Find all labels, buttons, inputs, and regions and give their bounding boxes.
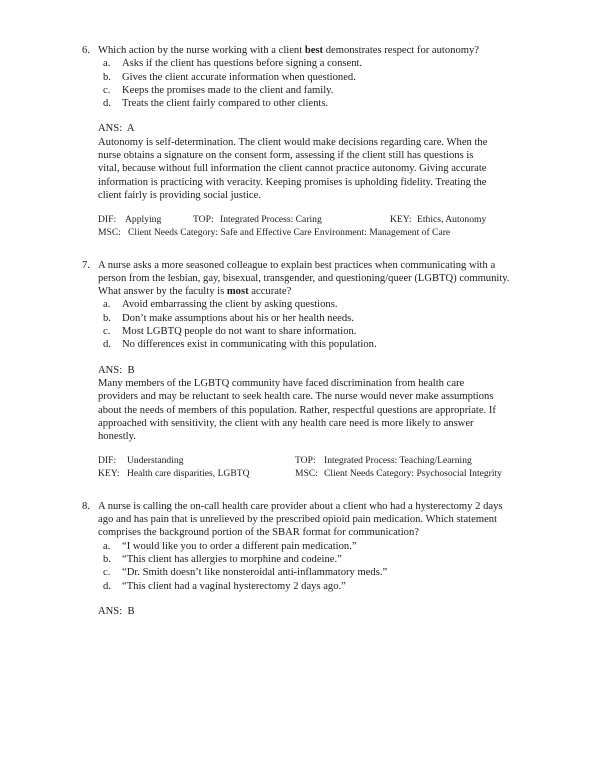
option-letter: c.: [103, 326, 111, 338]
answer-value: A: [126, 123, 135, 135]
option-letter: d.: [103, 580, 111, 592]
answer-value: B: [127, 605, 135, 617]
metadata-value: Integrated Process: Caring: [220, 214, 322, 226]
answer-line: [98, 364, 512, 377]
option-text: Keeps the promises made to the client and family.: [122, 84, 334, 96]
metadata-cell-msc: [295, 468, 502, 480]
option-letter: b.: [103, 312, 111, 324]
metadata-value: Understanding: [127, 455, 184, 467]
answer-section-7: [82, 364, 512, 444]
metadata-value: Applying: [125, 214, 162, 226]
metadata-cell-key: [98, 468, 295, 480]
stem-emphasis: best: [304, 45, 324, 56]
question-stem-text-8: A nurse is calling the on-call health care provider about a client who had a hysterectomy 2 days ago and has pain that is unrelieved by the prescribed opioid pain medication. Which statement comprises the background portion of the SBAR format for communication?: [98, 500, 503, 539]
question-stem-6: [82, 44, 512, 57]
option-text: Most LGBTQ people do not want to share information.: [122, 326, 357, 338]
metadata-row: [98, 214, 512, 226]
metadata-key: TOP:: [193, 214, 214, 226]
metadata-key: KEY:: [98, 467, 120, 479]
question-stem-8: [82, 500, 512, 540]
answer-line: [98, 605, 512, 618]
option-row[interactable]: [103, 338, 512, 351]
metadata-value: Health care disparities, LGBTQ: [127, 467, 250, 479]
option-text: No differences exist in communicating with this population.: [122, 339, 377, 351]
question-stem-text-7: [98, 259, 512, 299]
answer-options-8: [82, 540, 512, 593]
metadata-cell-msc: [98, 227, 450, 239]
rationale-text: Autonomy is self-determination. The client would make decisions regarding care. When the nurse obtains a signature on the consent form, assessing if the client still has questions is vital, because without full information the client cannot practice autonomy. Giving accurate information is practicing with veracity. Keeping promises is upholding fidelity. Treating the client fairly is providing social justice.: [98, 136, 488, 201]
option-text: Avoid embarrassing the client by asking questions.: [122, 299, 338, 311]
metadata-block-6: [82, 214, 512, 239]
block-spacer: [82, 493, 512, 500]
question-number-8: 8.: [82, 500, 90, 512]
question-number-6: 6.: [82, 45, 90, 56]
stem-post: demonstrates respect for autonomy?: [323, 45, 479, 56]
option-letter: b.: [103, 71, 111, 83]
option-row[interactable]: [103, 298, 512, 311]
metadata-cell-key: [390, 214, 486, 226]
option-text: “I would like you to order a different pain medication.”: [122, 540, 357, 552]
metadata-row: [98, 455, 512, 467]
question-block-7: [82, 259, 512, 481]
option-letter: a.: [103, 299, 111, 311]
answer-options-7: [82, 298, 512, 351]
option-letter: a.: [103, 58, 111, 70]
metadata-key: DIF:: [98, 214, 117, 226]
metadata-cell-dif: [98, 214, 193, 226]
rationale-text: Many members of the LGBTQ community have faced discrimination from health care providers and may be reluctant to seek health care. The nurse would never make assumptions about the needs of members of this population. Rather, respectful questions are appropriate. If approached with sensitivity, the client with any health care need is more likely to answer honestly.: [98, 377, 496, 443]
metadata-key: MSC:: [98, 226, 121, 238]
answer-section-6: [82, 122, 512, 202]
question-stem-text-6: [98, 44, 512, 57]
option-row[interactable]: [103, 97, 512, 110]
metadata-key: KEY:: [390, 214, 412, 226]
answer-label: ANS:: [98, 123, 123, 135]
metadata-block-7: [82, 455, 512, 480]
question-block-6: [82, 44, 512, 239]
option-text: Don’t make assumptions about his or her health needs.: [122, 312, 354, 324]
option-row[interactable]: [103, 540, 512, 553]
question-block-8: [82, 500, 512, 618]
option-text: Treats the client fairly compared to other clients.: [122, 98, 329, 110]
metadata-value: Integrated Process: Teaching/Learning: [324, 455, 472, 467]
answer-label: ANS:: [98, 364, 123, 376]
option-row[interactable]: [103, 312, 512, 325]
stem-pre: Which action by the nurse working with a client: [98, 45, 305, 56]
stem-pre: A nurse asks a more seasoned colleague to explain best practices when communicating with a person from the lesbian, gay, bisexual, transgender, and questioning/queer (LGBTQ) community. What answer by the faculty is: [98, 259, 510, 298]
block-spacer: [82, 252, 512, 259]
stem-emphasis: most: [226, 286, 249, 298]
metadata-cell-dif: [98, 455, 295, 467]
option-row[interactable]: [103, 84, 512, 97]
answer-label: ANS:: [98, 605, 123, 617]
option-row[interactable]: [103, 71, 512, 84]
option-letter: c.: [103, 84, 111, 96]
stem-post: accurate?: [248, 286, 292, 298]
answer-options-6: [82, 57, 512, 110]
metadata-value: Client Needs Category: Psychosocial Integrity: [324, 467, 502, 479]
option-row[interactable]: [103, 57, 512, 70]
answer-section-8: [82, 605, 512, 618]
option-row[interactable]: [103, 553, 512, 566]
metadata-value: Client Needs Category: Safe and Effective Care Environment: Management of Care: [128, 226, 451, 238]
metadata-key: TOP:: [295, 455, 316, 467]
question-list: [82, 44, 512, 631]
option-text: Asks if the client has questions before signing a consent.: [122, 58, 363, 70]
option-letter: c.: [103, 567, 111, 579]
metadata-row: [98, 468, 512, 480]
option-text: “This client had a vaginal hysterectomy 2 days ago.”: [122, 580, 346, 592]
metadata-key: DIF:: [98, 455, 117, 467]
metadata-row: [98, 227, 512, 239]
option-letter: d.: [103, 98, 111, 110]
option-letter: a.: [103, 540, 111, 552]
option-text: “This client has allergies to morphine and codeine.”: [122, 553, 342, 565]
answer-line: [98, 122, 512, 135]
option-letter: b.: [103, 553, 111, 565]
question-number-7: 7.: [82, 259, 90, 271]
metadata-value: Ethics, Autonomy: [417, 214, 487, 226]
option-text: Gives the client accurate information when questioned.: [122, 71, 356, 83]
option-row[interactable]: [103, 566, 512, 579]
metadata-cell-top: [295, 455, 472, 467]
metadata-key: MSC:: [295, 467, 318, 479]
answer-value: B: [127, 364, 135, 376]
option-row[interactable]: [103, 580, 512, 593]
option-letter: d.: [103, 339, 111, 351]
option-row[interactable]: [103, 325, 512, 338]
option-text: “Dr. Smith doesn’t like nonsteroidal anti-inflammatory meds.”: [122, 567, 388, 579]
metadata-cell-top: [193, 214, 390, 226]
question-stem-7: [82, 259, 512, 299]
